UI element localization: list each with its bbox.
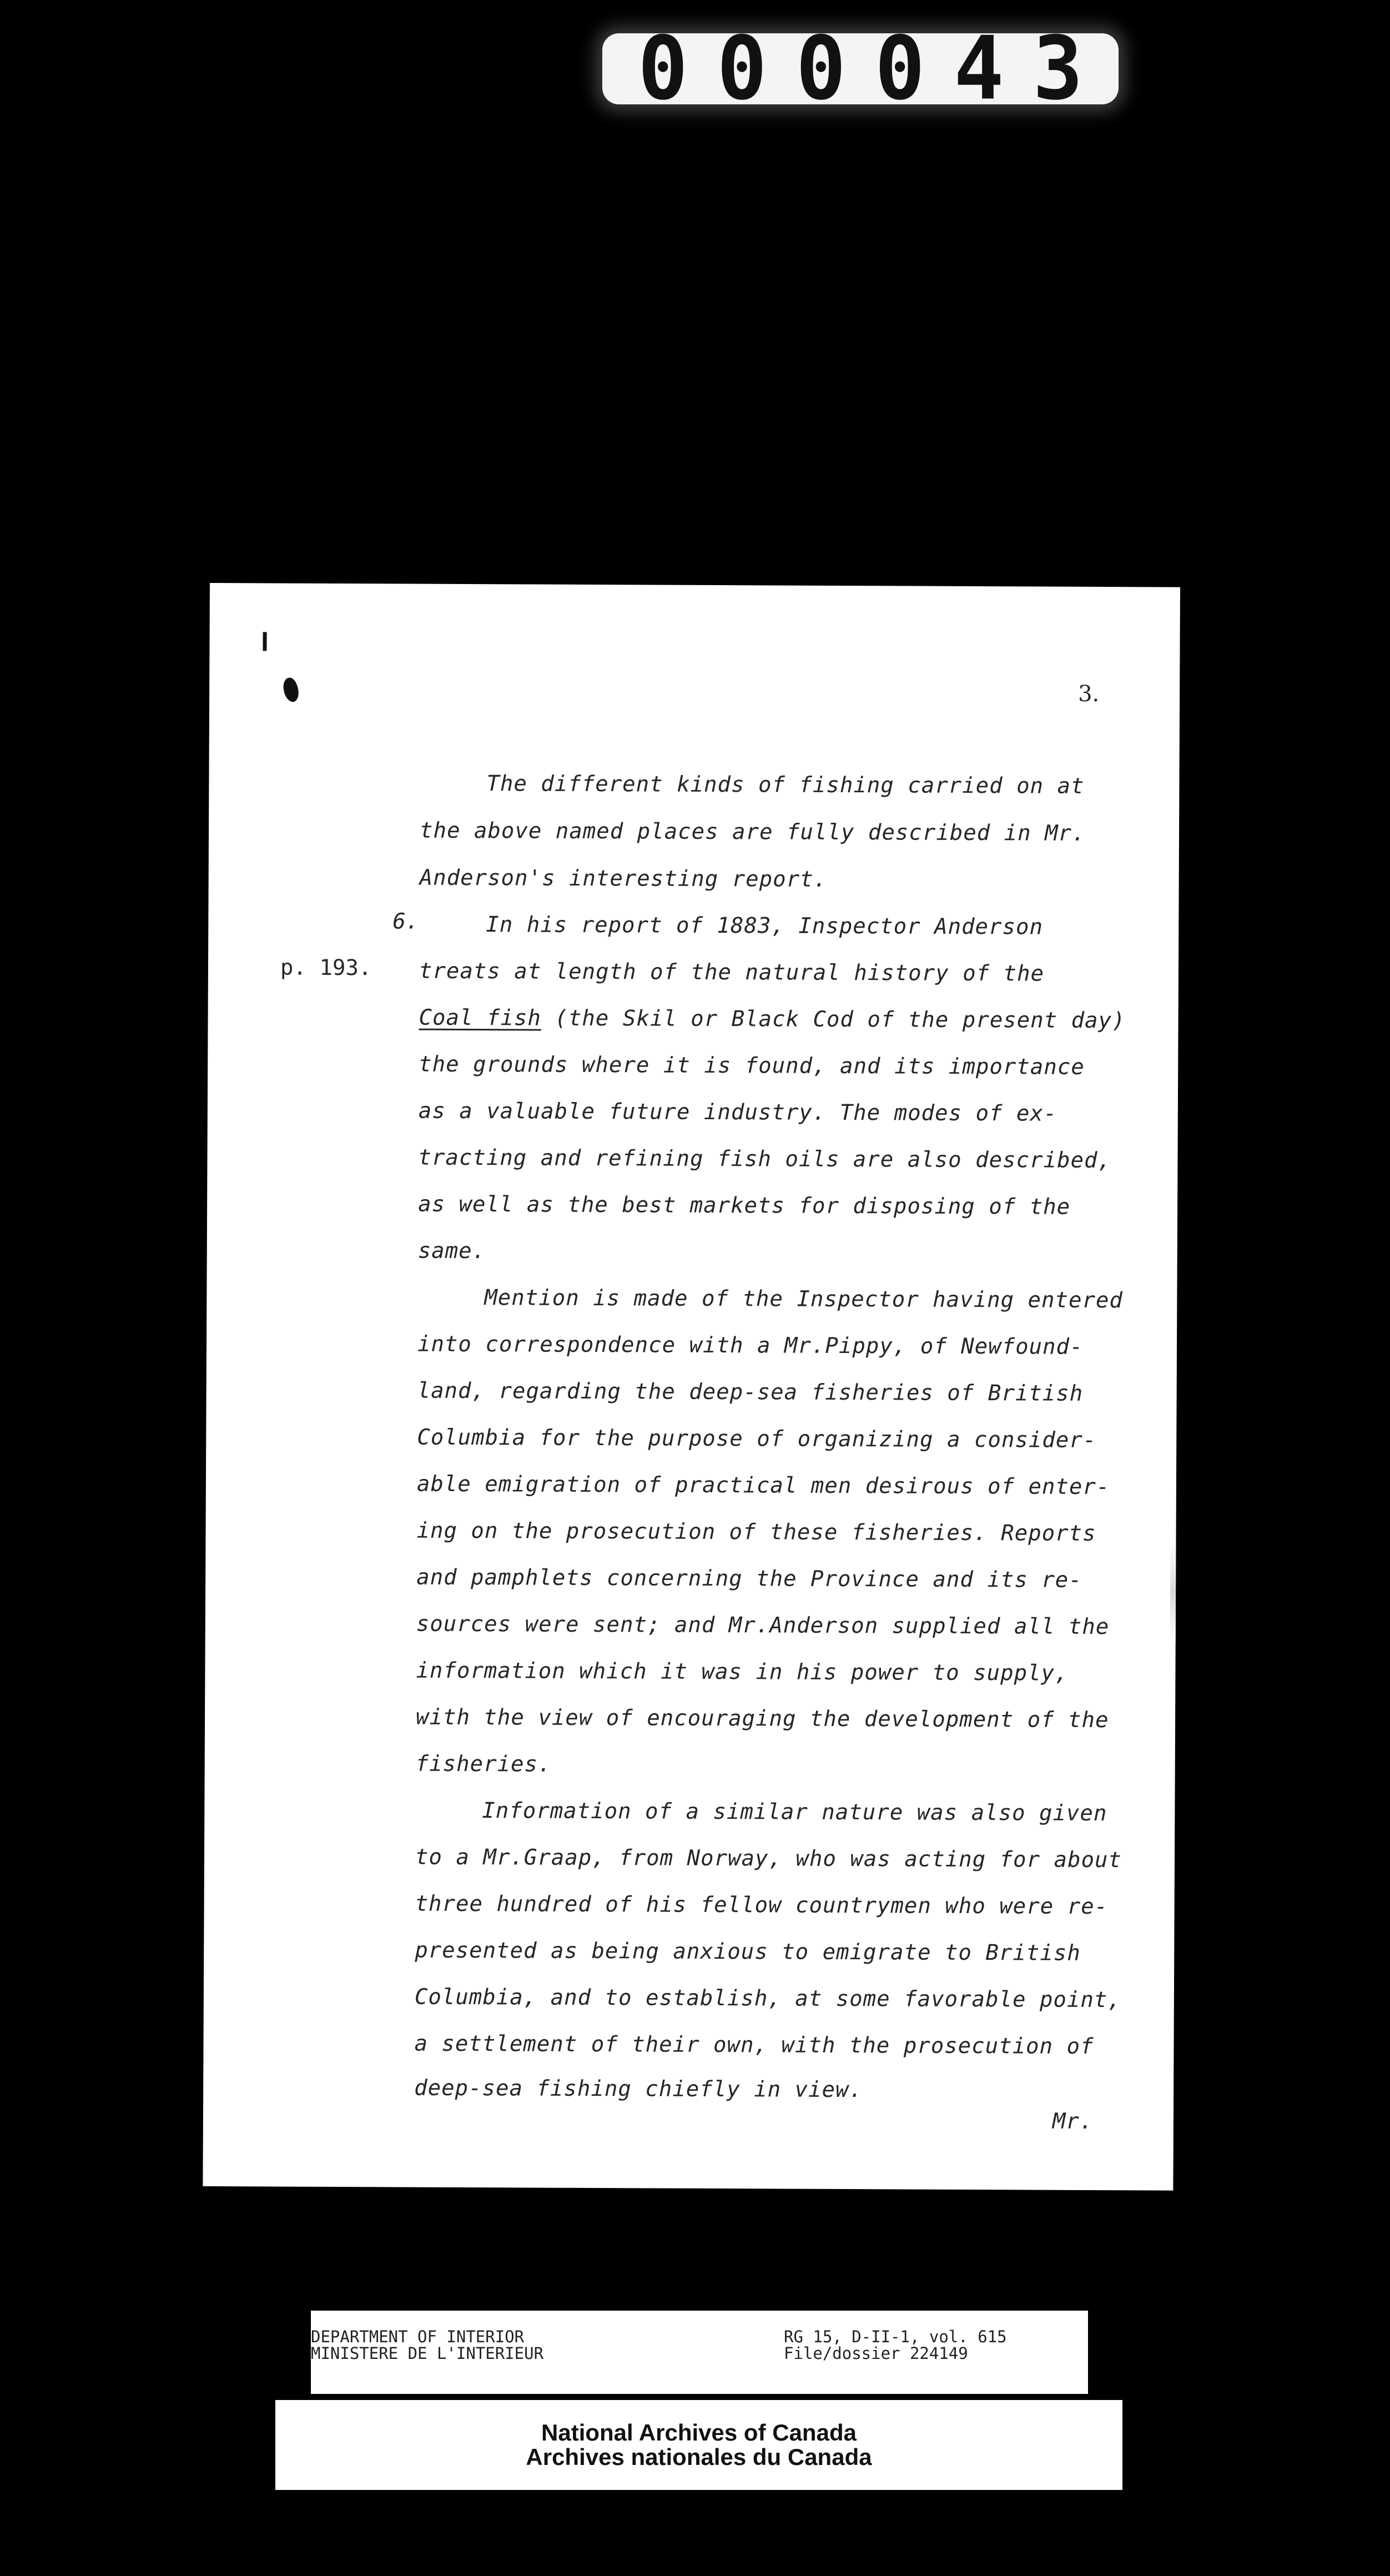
text-line: into correspondence with a Mr.Pippy, of Newfound- — [417, 1331, 1084, 1360]
text-line: fisheries. — [415, 1751, 552, 1777]
text-line: ing on the prosecution of these fisheries. Reports — [416, 1518, 1096, 1546]
margin-mark — [263, 632, 266, 651]
text-line: the grounds where it is found, and its importance — [419, 1051, 1085, 1080]
department-name — [311, 2328, 543, 2362]
text-line: information which it was in his power to supply, — [416, 1658, 1069, 1686]
text-line: Mention is made of the Inspector having entered — [484, 1285, 1124, 1314]
text-line: Columbia for the purpose of organizing a consider- — [417, 1425, 1097, 1453]
document-page — [203, 583, 1180, 2191]
text-line: deep-sea fishing chiefly in view. — [414, 2075, 863, 2103]
text-line: Information of a similar nature was also given — [482, 1798, 1107, 1827]
ink-blot — [280, 676, 301, 704]
archive-reference-label — [311, 2311, 1088, 2394]
page-number: 3. — [1078, 681, 1100, 707]
paragraph-number: 6. — [392, 909, 419, 934]
text-line: The different kinds of fishing carried on at — [486, 771, 1085, 799]
text-line: presented as being anxious to emigrate to British — [415, 1938, 1081, 1966]
frame-number: 000043 — [638, 18, 1112, 120]
archives-name-en: National Archives of Canada — [541, 2419, 857, 2446]
text-line: In his report of 1883, Inspector Anderson — [486, 912, 1044, 940]
page-edge-shadow — [1170, 1542, 1176, 1642]
text-line: able emigration of practical men desirous of enter- — [416, 1471, 1110, 1500]
text-line: as a valuable future industry. The modes of ex- — [418, 1098, 1057, 1126]
text-line: Anderson's interesting report. — [419, 865, 828, 892]
text-line: a settlement of their own, with the prosecution of — [414, 2031, 1094, 2059]
department-fr: MINISTERE DE L'INTERIEUR — [311, 2344, 544, 2363]
text-line: and pamphlets concerning the Province and its re- — [416, 1564, 1082, 1593]
record-group: RG 15, D-II-1, vol. 615 — [784, 2327, 1007, 2346]
text-line: Columbia, and to establish, at some favorable point, — [414, 1984, 1121, 2013]
archives-banner — [275, 2400, 1122, 2490]
file-number: File/dossier 224149 — [784, 2344, 968, 2363]
text-line: the above named places are fully described in Mr. — [419, 818, 1086, 846]
text-line-rest: (the Skil or Black Cod of the present day) — [555, 1005, 1126, 1034]
archives-name-fr: Archives nationales du Canada — [526, 2444, 872, 2470]
frame-number-strip — [602, 18, 1119, 120]
text-line: as well as the best markets for disposing of the — [418, 1191, 1071, 1220]
page-reference: p. 193. — [280, 955, 372, 981]
text-line-start — [419, 1007, 1126, 1032]
text-line: sources were sent; and Mr.Anderson supplied all the — [416, 1611, 1110, 1640]
file-reference — [784, 2328, 1007, 2362]
text-line: three hundred of his fellow countrymen who were re- — [415, 1891, 1109, 1920]
text-line: to a Mr.Graap, from Norway, who was acting for about — [415, 1844, 1122, 1873]
department-en: DEPARTMENT OF INTERIOR — [311, 2327, 525, 2346]
text-line: treats at length of the natural history of the — [419, 958, 1045, 987]
text-line: same. — [417, 1238, 486, 1264]
underlined-term: Coal fish — [419, 1005, 542, 1031]
text-line: land, regarding the deep-sea fisheries of British — [417, 1378, 1084, 1406]
text-line: tracting and refining fish oils are also described, — [418, 1145, 1112, 1174]
catchword: Mr. — [1052, 2109, 1094, 2134]
text-line: with the view of encouraging the development of the — [415, 1704, 1109, 1733]
